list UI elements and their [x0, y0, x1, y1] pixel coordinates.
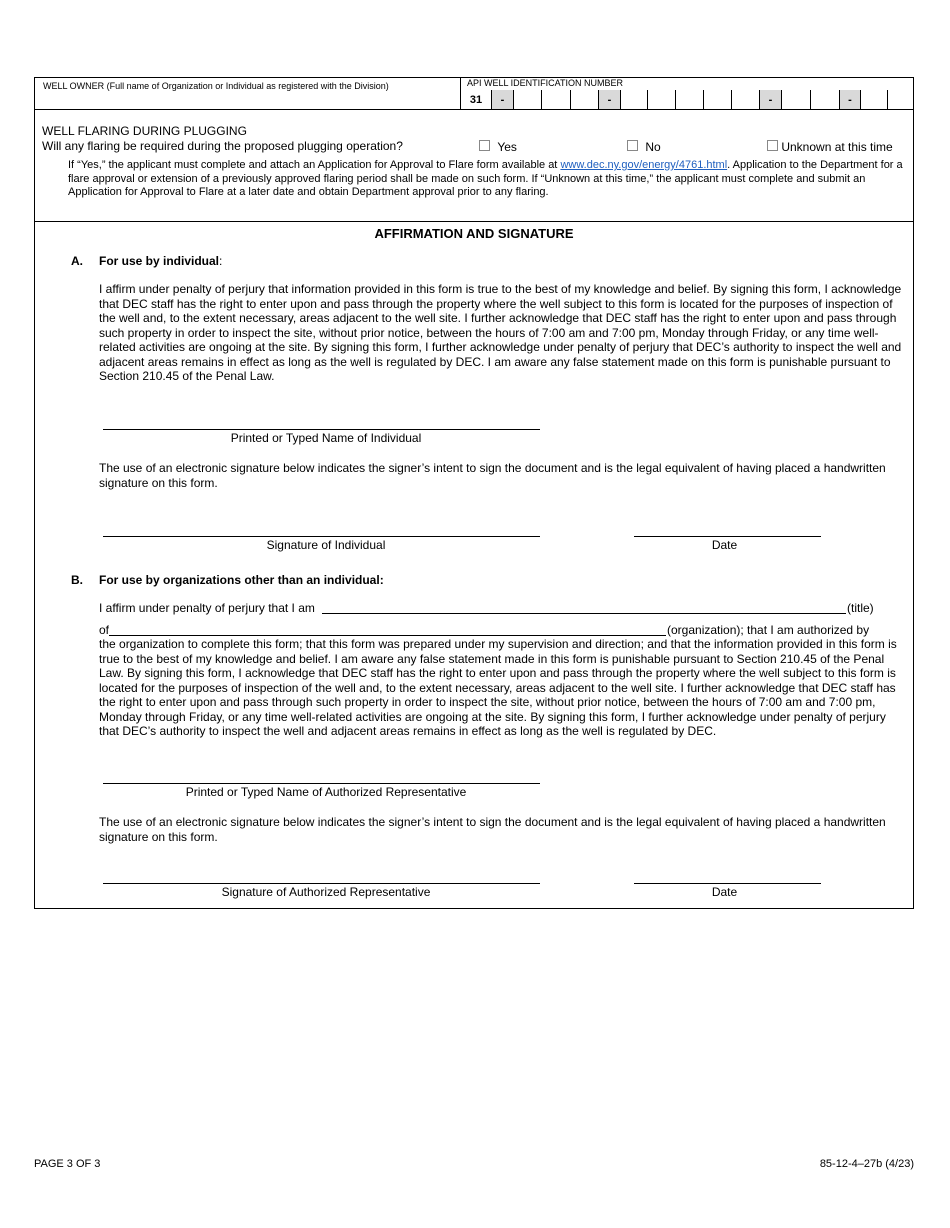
esig-notice-a: The use of an electronic signature below indicates the signer’s intent to sign the document and is the legal equivalent of having placed a handwritten signature on this form.: [99, 461, 886, 490]
flare-form-link[interactable]: www.dec.ny.gov/energy/4761.html: [560, 159, 728, 171]
part-a-heading: For use by individual: [99, 254, 220, 268]
api-state-code: 31: [469, 94, 483, 106]
no-checkbox[interactable]: [627, 140, 638, 151]
api-digit-input[interactable]: [810, 90, 839, 110]
api-digit-input[interactable]: [781, 90, 810, 110]
api-digit-input[interactable]: [887, 90, 913, 110]
api-digit-input[interactable]: [541, 90, 570, 110]
flaring-heading: WELL FLARING DURING PLUGGING: [42, 124, 247, 138]
flaring-note: [68, 159, 906, 200]
well-owner-box: [34, 77, 461, 110]
printed-name-representative-caption: Printed or Typed Name of Authorized Representative: [185, 785, 467, 799]
unknown-checkbox[interactable]: [767, 140, 778, 151]
api-dash: -: [759, 90, 781, 110]
flaring-note-part1: If “Yes,” the applicant must complete and attach an Application for Approval to Flare form available at: [68, 159, 558, 171]
well-owner-label: WELL OWNER (Full name of Organization or Individual as registered with the Division): [43, 81, 389, 91]
api-digit-input[interactable]: [513, 90, 541, 110]
date-individual-caption: Date: [711, 538, 738, 552]
api-dash: -: [839, 90, 860, 110]
api-digit-input[interactable]: [647, 90, 675, 110]
signature-individual-caption: Signature of Individual: [266, 538, 386, 552]
part-a-heading-wrap: [99, 254, 222, 269]
api-label: API WELL IDENTIFICATION NUMBER: [467, 78, 624, 88]
date-representative-caption: Date: [711, 885, 738, 899]
yes-checkbox[interactable]: [479, 140, 490, 151]
signature-representative-line[interactable]: [103, 883, 540, 884]
api-dash: -: [598, 90, 620, 110]
api-digit-input[interactable]: [570, 90, 598, 110]
no-label: No: [645, 140, 661, 154]
flaring-option-yes[interactable]: [479, 140, 517, 155]
api-digit-input[interactable]: [731, 90, 759, 110]
esig-notice-b: The use of an electronic signature below indicates the signer’s intent to sign the document and is the legal equivalent of having placed a handwritten signature on this form.: [99, 815, 886, 844]
part-b-org-label: (organization); that I am authorized by: [667, 623, 870, 637]
organization-input-line[interactable]: [109, 635, 666, 636]
part-b-text: the organization to complete this form; that this form was prepared under my supervision and direction; and that the information provided in this form is true to the best of my knowledge and belief. I am aware any false statement made in this form is punishable pursuant to Section 210.45 of the Penal Law. By signing this form, I acknowledge that DEC staff has the right to enter upon and pass through the property where the well subject to this form is located for the purposes of inspection of the well and, to the extent necessary, areas adjacent to the well site. I further acknowledge that DEC staff has the right to enter upon and pass through such property in order to inspect the site, without prior notice, between the hours of 7:00 am and 7:00 pm, Monday through Friday, or any time well-related activities are ongoing at the site. By signing this form, I further acknowledge under penalty of perjury that DEC’s authority to inspect the well and adjacent areas remains in effect as long as the well is regulated by DEC.: [99, 637, 897, 738]
printed-name-representative-line[interactable]: [103, 783, 540, 784]
part-a-text: I affirm under penalty of perjury that information provided in this form is true to the best of my knowledge and belief. By signing this form, I acknowledge that DEC staff has the right to enter upon and pass through the property where the well subject to this form is located for the purposes of inspection of the well and, to the extent necessary, areas adjacent to the well site. I further acknowledge that DEC staff has the right to enter upon and pass through such property in order to inspect the site, without prior notice, between the hours of 7:00 am and 7:00 pm, Monday through Friday, or any time well-related activities are ongoing at the site. By signing this form, I further acknowledge under penalty of perjury that DEC’s authority to inspect the well and adjacent areas remains in effect as long as the well is regulated by DEC. I am aware any false statement made on this form is punishable pursuant to Section 210.45 of the Penal Law.: [99, 282, 902, 383]
yes-label: Yes: [497, 140, 517, 154]
flaring-note-part2: . Application to the Department for a flare approval or extension of a previously approved flaring period shall be made on such form. If “Unknown at this time,” the applicant must complete and submit an Application for Approval to Flare at a later date and obtain Department approval prior to any flaring.: [68, 159, 903, 198]
api-digit-input[interactable]: [620, 90, 647, 110]
affirmation-title: AFFIRMATION AND SIGNATURE: [374, 226, 574, 241]
api-digit-input[interactable]: [675, 90, 703, 110]
signature-individual-line[interactable]: [103, 536, 540, 537]
signature-representative-caption: Signature of Authorized Representative: [221, 885, 431, 899]
page-number: PAGE 3 OF 3: [34, 1158, 101, 1170]
date-representative-line[interactable]: [634, 883, 821, 884]
part-b-title-label: (title): [847, 601, 874, 615]
flaring-question: Will any flaring be required during the proposed plugging operation?: [42, 139, 403, 153]
printed-name-individual-caption: Printed or Typed Name of Individual: [230, 431, 422, 445]
date-individual-line[interactable]: [634, 536, 821, 537]
part-b-letter: B.: [71, 573, 83, 587]
part-b-affirm: I affirm under penalty of perjury that I am: [99, 601, 315, 615]
part-b-heading: For use by organizations other than an individual:: [99, 573, 384, 587]
part-a-letter: A.: [71, 254, 83, 268]
api-digit-input[interactable]: [703, 90, 731, 110]
api-digit-input[interactable]: [860, 90, 887, 110]
part-a-colon: :: [219, 254, 223, 268]
unknown-label: Unknown at this time: [781, 140, 893, 154]
part-b-of: of: [99, 623, 110, 637]
title-input-line[interactable]: [322, 613, 846, 614]
api-dash: -: [491, 90, 513, 110]
form-number: 85-12-4–27b (4/23): [819, 1158, 914, 1170]
printed-name-individual-line[interactable]: [103, 429, 540, 430]
flaring-option-unknown[interactable]: [767, 140, 893, 155]
flaring-option-no[interactable]: [627, 140, 661, 155]
